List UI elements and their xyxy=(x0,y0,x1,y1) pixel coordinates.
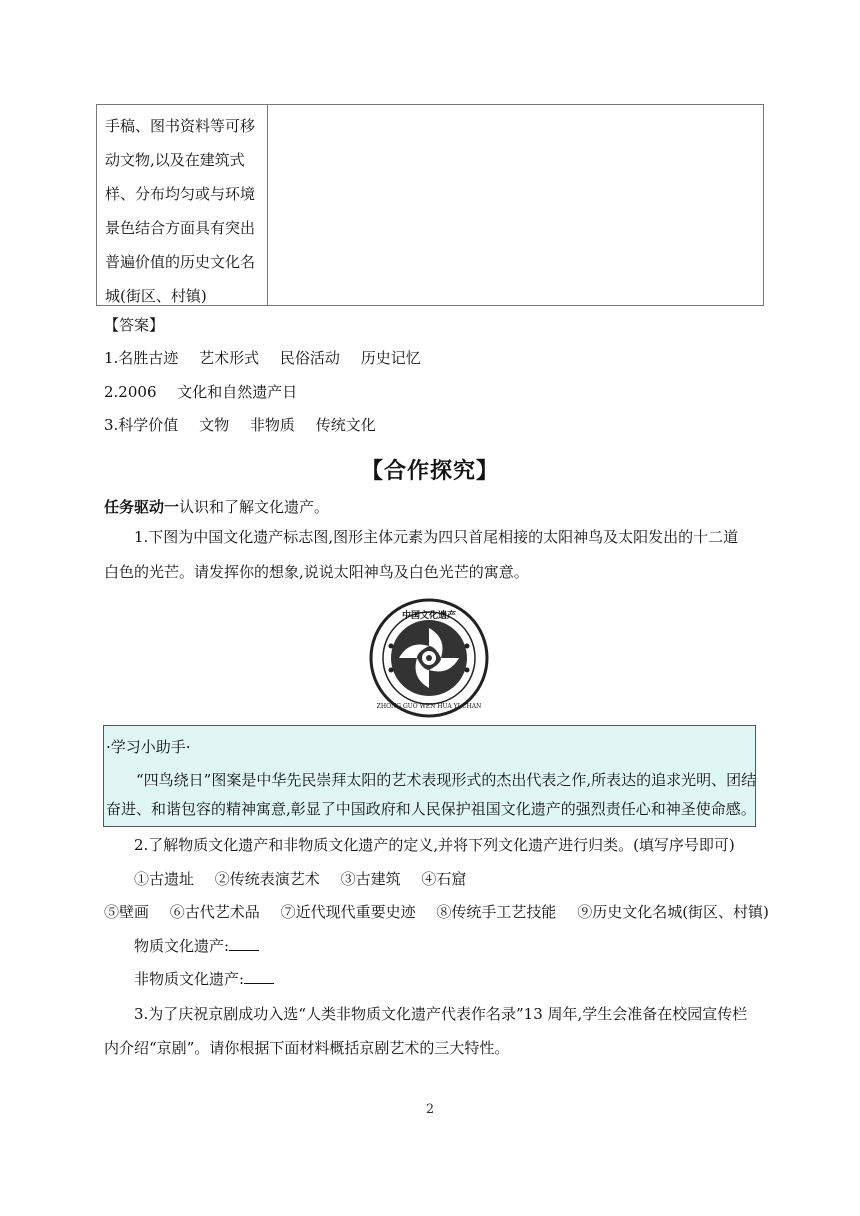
task-label: 任务驱动一 xyxy=(104,498,180,516)
heritage-item: ③古建筑 xyxy=(340,870,401,888)
answer-item: 传统文化 xyxy=(315,416,376,434)
page-number: 2 xyxy=(425,1102,435,1117)
table-left-cell xyxy=(97,105,268,305)
section-title: 【合作探究】 xyxy=(360,459,499,484)
helper-line-1: “四鸟绕日”图案是中华先民崇拜太阳的艺术表现形式的杰出代表之作,所表达的追求光明、团结 xyxy=(136,771,757,789)
heritage-item: ④石窟 xyxy=(421,870,467,888)
answer-item: 文物 xyxy=(199,416,230,434)
q1-line-1: 1.下图为中国文化遗产标志图,图形主体元素为四只首尾相接的太阳神鸟及太阳发出的十二道 xyxy=(134,528,739,546)
answer-line-2 xyxy=(104,381,297,403)
intangible-answer-blank[interactable] xyxy=(244,969,274,984)
task-line xyxy=(104,496,329,517)
answer-line-3 xyxy=(104,414,376,436)
material-heritage-label: 物质文化遗产: xyxy=(134,937,230,955)
intangible-heritage-line xyxy=(134,968,274,990)
answer-item: 1.名胜古迹 xyxy=(104,349,179,367)
heritage-table xyxy=(96,104,764,306)
task-text: 认识和了解文化遗产。 xyxy=(179,498,330,516)
answer-item: 文化和自然遗产日 xyxy=(177,383,298,401)
heritage-logo xyxy=(369,598,489,718)
answer-item: 民俗活动 xyxy=(279,349,340,367)
q1-line-2: 白色的光芒。请发挥你的想象,说说太阳神鸟及白色光芒的寓意。 xyxy=(104,563,529,581)
answer-item: 非物质 xyxy=(249,416,295,434)
answer-line-1 xyxy=(104,347,421,369)
heritage-item: ②传统表演艺术 xyxy=(214,870,320,888)
q2-line-1: 2.了解物质文化遗产和非物质文化遗产的定义,并将下列文化遗产进行归类。(填写序号即可) xyxy=(134,836,735,854)
table-line: 手稿、图书资料等可移 xyxy=(105,117,256,135)
q3-line-2: 内介绍“京剧”。请你根据下面材料概括京剧艺术的三大特性。 xyxy=(104,1039,510,1057)
table-line: 样、分布均匀或与环境 xyxy=(105,185,256,203)
table-right-cell xyxy=(268,105,763,305)
answer-item: 2.2006 xyxy=(104,383,157,401)
material-heritage-line xyxy=(134,935,259,957)
table-line: 普遍价值的历史文化名 xyxy=(105,253,256,271)
table-line: 动文物,以及在建筑式 xyxy=(105,151,245,169)
heritage-item: ⑦近代现代重要史迹 xyxy=(280,903,416,921)
material-answer-blank[interactable] xyxy=(229,936,259,951)
answer-heading: 【答案】 xyxy=(104,316,165,334)
table-line: 城(街区、村镇) xyxy=(105,287,207,305)
heritage-item: ⑥古代艺术品 xyxy=(169,903,260,921)
table-line: 景色结合方面具有突出 xyxy=(105,219,256,237)
q3-line-1: 3.为了庆祝京剧成功入选“人类非物质文化遗产代表作名录”13 周年,学生会准备在校园宣传栏 xyxy=(134,1005,748,1023)
helper-title: ·学习小助手· xyxy=(106,738,191,756)
q2-items-line-2 xyxy=(104,901,769,923)
answer-item: 历史记忆 xyxy=(360,349,421,367)
logo-top-text: 中国文化遗产 xyxy=(401,611,457,621)
answer-item: 艺术形式 xyxy=(199,349,260,367)
helper-body xyxy=(106,766,757,824)
helper-line-2: 奋进、和谐包容的精神寓意,彰显了中国政府和人民保护祖国文化遗产的强烈责任心和神圣使命感。 xyxy=(106,800,756,818)
answer-item: 3.科学价值 xyxy=(104,416,179,434)
heritage-item: ⑨历史文化名城(街区、村镇) xyxy=(577,903,769,921)
logo-bottom-text: ZHONG GUO WEN HUA YI CHAN xyxy=(376,703,482,710)
intangible-heritage-label: 非物质文化遗产: xyxy=(134,970,245,988)
heritage-item: ⑧传统手工艺技能 xyxy=(436,903,557,921)
learning-helper-box xyxy=(103,725,756,827)
q2-items-line-1 xyxy=(134,868,466,890)
heritage-item: ①古遗址 xyxy=(134,870,195,888)
heritage-item: ⑤壁画 xyxy=(104,903,150,921)
